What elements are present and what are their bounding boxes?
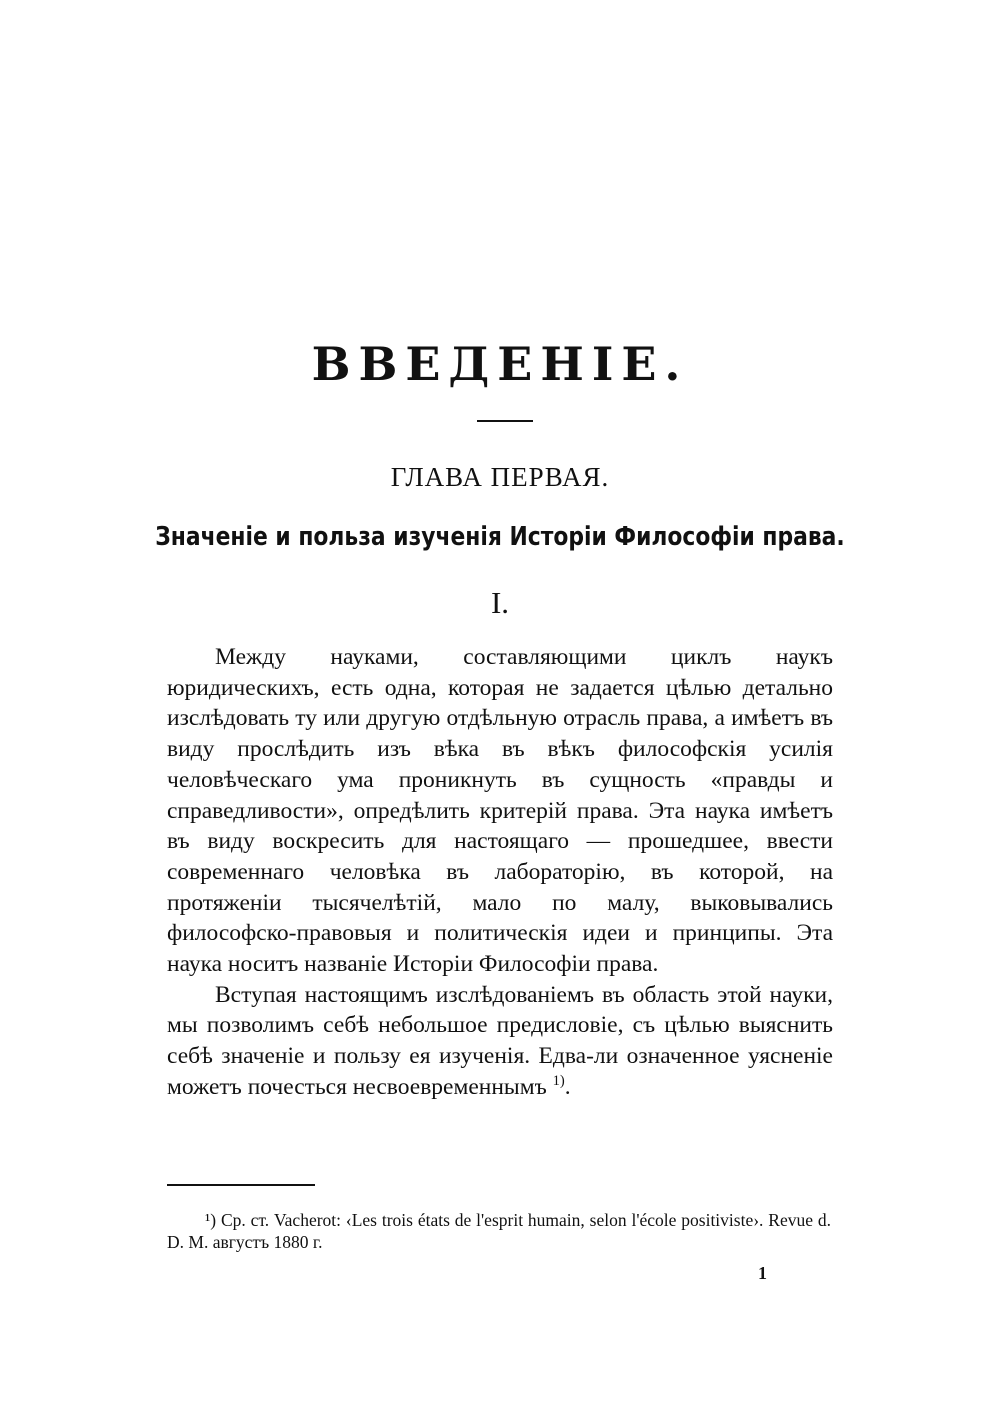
paragraph-1: Между науками, составляющими циклъ наукъ юридическихъ, есть одна, которая не задается цѣлью детально изслѣдовать ту или другую отдѣльную отрасль права, а имѣетъ въ виду прослѣдить изъ вѣка въ вѣкъ философскія усилія человѣческаго ума проникнуть въ сущность «правды и справедливости», опредѣлить критерій права. Эта наука имѣетъ въ виду воскресить для настоящаго — прошедшее, ввести современнаго человѣка въ лабораторію, въ которой, на протяженіи тысячелѣтій, мало по малу, выковывались философско-правовыя и политическія идеи и принципы. Эта наука носитъ названіе Исторіи Философіи права. bbox=[167, 644, 833, 978]
footnote-divider bbox=[167, 1184, 315, 1186]
paragraph-2 bbox=[167, 980, 833, 1103]
title-divider bbox=[477, 420, 533, 422]
footnote bbox=[167, 1209, 831, 1253]
chapter-heading: ГЛАВА ПЕРВАЯ. bbox=[390, 462, 610, 492]
paragraph-2-text: Вступая настоящимъ изслѣдованіемъ въ область этой науки, мы позволимъ себѣ небольшое предисловіе, съ цѣлью выяснить себѣ значеніе и пользу ея изученія. Едва-ли означенное уясненіе можетъ почесться несвоевременнымъ bbox=[167, 981, 833, 1100]
footnote-text: Ср. ст. Vacherot: ‹Les trois états de l'esprit humain, selon l'école positiviste›. Revue d. D. M. августъ 1880 г. bbox=[167, 1210, 831, 1252]
chapter-subtitle: Значеніе и польза изученія Исторіи Философіи права. bbox=[155, 522, 845, 552]
section-number: I. bbox=[490, 585, 510, 620]
footnote-paragraph bbox=[167, 1209, 831, 1253]
page-number: 1 bbox=[758, 1263, 767, 1283]
page-title: ВВЕДЕНІЕ. bbox=[311, 337, 689, 391]
body-text bbox=[167, 642, 833, 1103]
footnote-marker: ¹) bbox=[205, 1210, 217, 1230]
paragraph-2-end: . bbox=[564, 1073, 571, 1100]
footnote-reference: 1) bbox=[552, 1073, 565, 1090]
